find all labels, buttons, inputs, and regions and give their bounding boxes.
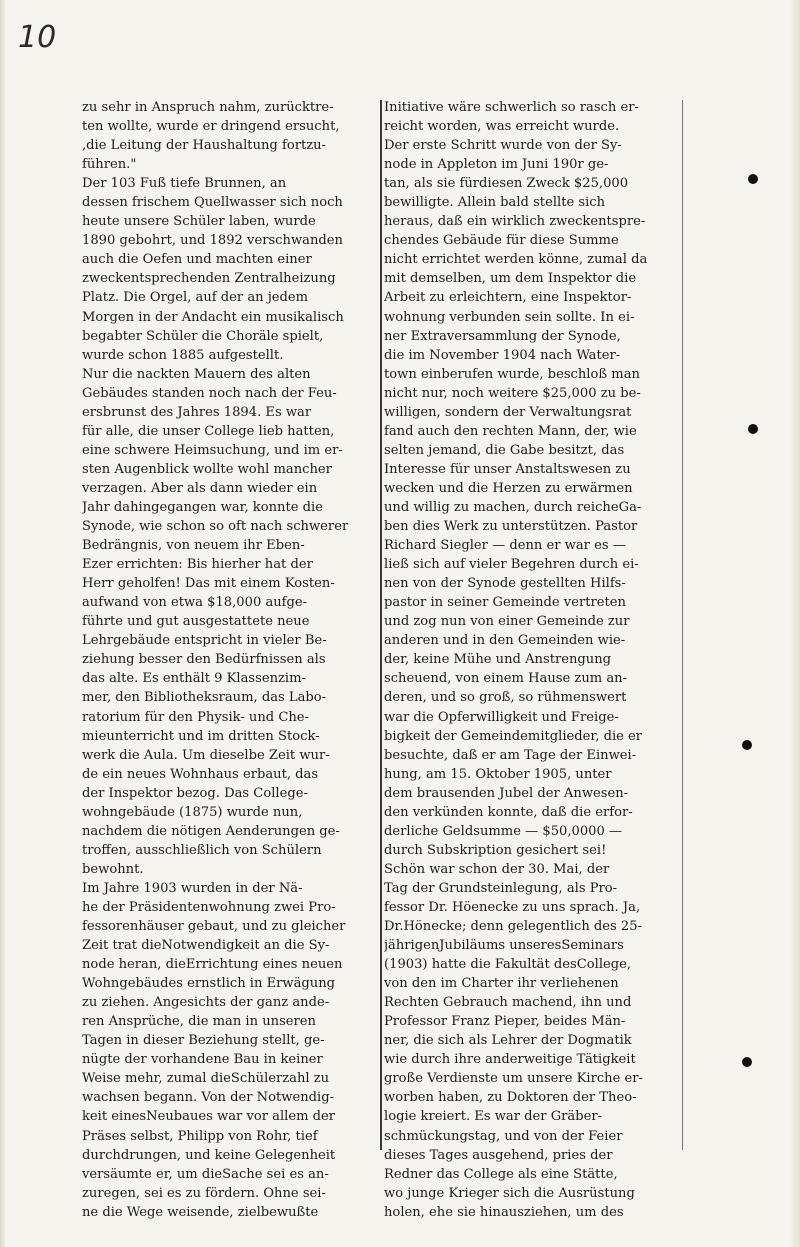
left-column-line: ratorium für den Physik- und Che- xyxy=(82,709,309,725)
left-column-line: ,die Leitung der Haushaltung fortzu- xyxy=(82,138,326,154)
right-column-line: Dr.Hönecke; denn gelegentlich des 25- xyxy=(384,919,643,935)
right-column-line: dem brausenden Jubel der Anwesen- xyxy=(384,785,629,801)
left-column-line: der Inspektor bezog. Das College- xyxy=(82,785,308,801)
left-text-column xyxy=(82,98,382,1222)
left-column-line: ne die Wege weisende, zielbewußte xyxy=(82,1204,319,1220)
left-column-line: eine schwere Heimsuchung, und im er- xyxy=(82,442,343,458)
right-column-line: durch Subskription gesichert sei! xyxy=(384,842,607,858)
right-column-line: heraus, daß ein wirklich zweckentspre- xyxy=(384,214,646,230)
right-column-line: Arbeit zu erleichtern, eine Inspektor- xyxy=(384,290,632,306)
left-column-line: auch die Oefen und machten einer xyxy=(82,252,312,268)
right-column-line: bigkeit der Gemeindemitglieder, die er xyxy=(384,728,643,744)
left-column-line: das alte. Es enthält 9 Klassenzim- xyxy=(82,671,306,687)
right-column-line: Redner das College als eine Stätte, xyxy=(384,1166,618,1182)
right-column-line: holen, ehe sie hinausziehen, um des xyxy=(384,1204,624,1220)
left-column-line: Jahr dahingegangen war, konnte die xyxy=(82,499,323,515)
left-column-line: heute unsere Schüler laben, wurde xyxy=(82,214,316,230)
left-column-line: begabter Schüler die Choräle spielt, xyxy=(82,328,324,344)
right-column-line: chendes Gebäude für diese Summe xyxy=(384,233,619,249)
right-column-line: ner Extraversammlung der Synode, xyxy=(384,328,621,344)
left-column-line: Nur die nackten Mauern des alten xyxy=(82,366,311,382)
right-column-line: nicht nur, noch weitere $25,000 zu be- xyxy=(384,385,641,401)
binding-hole xyxy=(742,740,752,750)
left-column-line: zu ziehen. Angesichts der ganz ande- xyxy=(82,995,330,1011)
right-column-line: der, keine Mühe und Anstrengung xyxy=(384,652,612,668)
left-column-line: wurde schon 1885 aufgestellt. xyxy=(82,347,284,363)
right-column-line: von den im Charter ihr verliehenen xyxy=(384,976,619,992)
left-column-line: zweckentsprechenden Zentralheizung xyxy=(82,271,336,287)
left-column-line: ten wollte, wurde er dringend ersucht, xyxy=(82,119,340,135)
left-column-line: node heran, dieErrichtung eines neuen xyxy=(82,957,343,973)
right-column-line: node in Appleton im Juni 190r ge- xyxy=(384,157,609,173)
left-column-line: mer, den Bibliotheksraum, das Labo- xyxy=(82,690,327,706)
right-column-line: den verkünden konnte, daß die erfor- xyxy=(384,804,633,820)
right-column-line: Schön war schon der 30. Mai, der xyxy=(384,861,610,877)
left-column-line: zu sehr in Anspruch nahm, zurücktre- xyxy=(82,100,334,115)
left-column-line: versäumte er, um dieSache sei es an- xyxy=(82,1166,329,1182)
right-column-line: hung, am 15. Oktober 1905, unter xyxy=(384,766,612,782)
left-column-line: führen." xyxy=(82,157,137,173)
right-column-line: logie kreiert. Es war der Gräber- xyxy=(384,1109,603,1125)
left-column-line: Bedrängnis, von neuem ihr Eben- xyxy=(82,538,305,554)
left-column-line: Wohngebäudes ernstlich in Erwägung xyxy=(82,976,336,992)
right-column-line: reicht worden, was erreicht wurde. xyxy=(384,119,620,135)
right-column-line: anderen und in den Gemeinden wie- xyxy=(384,633,626,649)
left-column-line: troffen, ausschließlich von Schülern xyxy=(82,842,322,858)
right-column-line: derliche Geldsumme — $50,0000 — xyxy=(384,823,623,839)
right-column-line: und zog nun von einer Gemeinde zur xyxy=(384,614,630,630)
left-column-line: zuregen, sei es zu fördern. Ohne sei- xyxy=(82,1185,326,1201)
left-column-line: werk die Aula. Um dieselbe Zeit wur- xyxy=(82,747,330,763)
left-column-line: Platz. Die Orgel, auf der an jedem xyxy=(82,290,309,306)
right-column-line: town einberufen wurde, beschloß man xyxy=(384,366,640,382)
right-column-line: willigen, sondern der Verwaltungsrat xyxy=(384,404,632,420)
left-column-line: de ein neues Wohnhaus erbaut, das xyxy=(82,766,319,782)
left-column-line: nachdem die nötigen Aenderungen ge- xyxy=(82,823,340,839)
right-column-line: nen von der Synode gestellten Hilfs- xyxy=(384,576,626,592)
left-column-line: aufwand von etwa $18,000 aufge- xyxy=(82,595,308,611)
left-column-line: ren Ansprüche, die man in unseren xyxy=(82,1014,316,1030)
left-column-line: 1890 gebohrt, und 1892 verschwanden xyxy=(82,233,343,249)
right-column-line: große Verdienste um unsere Kirche er- xyxy=(384,1071,643,1087)
binding-hole xyxy=(742,1057,752,1067)
left-column-line: Weise mehr, zumal dieSchülerzahl zu xyxy=(82,1071,330,1087)
right-column-line: wie durch ihre anderweitige Tätigkeit xyxy=(384,1052,636,1068)
scan-edge-right xyxy=(790,0,800,1247)
right-column-line: scheuend, von einem Hause zum an- xyxy=(384,671,627,687)
right-column-line: tan, als sie fürdiesen Zweck $25,000 xyxy=(384,176,629,192)
left-column-line: wohngebäude (1875) wurde nun, xyxy=(82,804,303,820)
left-column-line: dessen frischem Quellwasser sich noch xyxy=(82,195,343,211)
right-column-line: pastor in seiner Gemeinde vertreten xyxy=(384,595,626,611)
left-column-line: Gebäudes standen noch nach der Feu- xyxy=(82,385,337,401)
right-column-line: war die Opferwilligkeit und Freige- xyxy=(384,709,619,725)
right-column-line: wohnung verbunden sein sollte. In ei- xyxy=(384,309,635,325)
right-column-line: schmückungstag, und von der Feier xyxy=(384,1128,623,1144)
left-column-line: für alle, die unser College lieb hatten, xyxy=(82,423,335,439)
right-column-line: wecken und die Herzen zu erwärmen xyxy=(384,480,633,496)
left-column-line: Synode, wie schon so oft nach schwerer xyxy=(82,519,349,535)
left-column-line: ersbrunst des Jahres 1894. Es war xyxy=(82,404,312,420)
right-column-line: Professor Franz Pieper, beides Män- xyxy=(384,1014,626,1030)
right-column-line: mit demselben, um dem Inspektor die xyxy=(384,271,637,287)
right-column-line: fessor Dr. Höenecke zu uns sprach. Ja, xyxy=(384,899,641,915)
handwritten-page-number: 10 xyxy=(18,20,57,55)
right-column-line: ließ sich auf vieler Begehren durch ei- xyxy=(384,557,639,573)
left-column-line: Morgen in der Andacht ein musikalisch xyxy=(82,309,344,325)
left-column-line: fessorenhäuser gebaut, und zu gleicher xyxy=(82,919,346,935)
left-column-line: keit einesNeubaues war vor allem der xyxy=(82,1109,336,1125)
right-column-line: ben dies Werk zu unterstützen. Pastor xyxy=(384,519,638,535)
right-column-line: besuchte, daß er am Tage der Einwei- xyxy=(384,747,637,763)
right-column-line: Der erste Schritt wurde von der Sy- xyxy=(384,138,622,154)
left-column-line: Der 103 Fuß tiefe Brunnen, an xyxy=(82,176,287,192)
left-column-line: verzagen. Aber als dann wieder ein xyxy=(82,480,318,496)
right-column-line: Initiative wäre schwerlich so rasch er- xyxy=(384,100,639,115)
right-column-line: jährigenJubiläums unseresSeminars xyxy=(384,938,624,954)
left-column-line: durchdrungen, und keine Gelegenheit xyxy=(82,1147,336,1163)
right-column-line: Richard Siegler — denn er war es — xyxy=(384,538,626,554)
left-column-line: Zeit trat dieNotwendigkeit an die Sy- xyxy=(82,938,330,954)
left-column-line: Lehrgebäude entspricht in vieler Be- xyxy=(82,633,327,649)
left-column-line: Herr geholfen! Das mit einem Kosten- xyxy=(82,576,335,592)
left-column-line: mieunterricht und im dritten Stock- xyxy=(82,728,320,744)
right-column-line: und willig zu machen, durch reicheGa- xyxy=(384,499,642,515)
left-column-line: ziehung besser den Bedürfnissen als xyxy=(82,652,326,668)
left-column-line: Im Jahre 1903 wurden in der Nä- xyxy=(82,880,303,896)
left-column-line: bewohnt. xyxy=(82,861,144,877)
right-column-line: die im November 1904 nach Water- xyxy=(384,347,621,363)
right-column-line: fand auch den rechten Mann, der, wie xyxy=(384,423,637,439)
right-column-line: (1903) hatte die Fakultät desCollege, xyxy=(384,957,632,973)
right-column-line: selten jemand, die Gabe besitzt, das xyxy=(384,442,625,458)
right-column-line: Interesse für unser Anstaltswesen zu xyxy=(384,461,631,477)
scan-edge-left xyxy=(0,0,6,1247)
left-column-line: sten Augenblick wollte wohl mancher xyxy=(82,461,332,477)
right-column-line: Rechten Gebrauch machend, ihn und xyxy=(384,995,632,1011)
left-column-line: he der Präsidentenwohnung zwei Pro- xyxy=(82,899,336,915)
binding-hole xyxy=(748,174,758,184)
right-column-line: deren, und so groß, so rühmenswert xyxy=(384,690,627,706)
right-column-line: nicht errichtet werden könne, zumal da xyxy=(384,252,648,268)
right-column-line: wo junge Krieger sich die Ausrüstung xyxy=(384,1185,635,1201)
left-column-line: Präses selbst, Philipp von Rohr, tief xyxy=(82,1128,318,1144)
left-column-line: Tagen in dieser Beziehung stellt, ge- xyxy=(82,1033,325,1049)
left-column-line: nügte der vorhandene Bau in keiner xyxy=(82,1052,323,1068)
binding-hole xyxy=(748,424,758,434)
left-column-line: wachsen begann. Von der Notwendig- xyxy=(82,1090,335,1106)
left-column-line: führte und gut ausgestattete neue xyxy=(82,614,310,630)
right-column-line: worben haben, zu Doktoren der Theo- xyxy=(384,1090,637,1106)
right-column-line: bewilligte. Allein bald stellte sich xyxy=(384,195,606,211)
right-column-line: ner, die sich als Lehrer der Dogmatik xyxy=(384,1033,632,1049)
left-column-line: Ezer errichten: Bis hierher hat der xyxy=(82,557,313,573)
right-column-line: Tag der Grundsteinlegung, als Pro- xyxy=(384,880,618,896)
right-column-line: dieses Tages ausgehend, pries der xyxy=(384,1147,613,1163)
right-text-column xyxy=(384,98,684,1222)
